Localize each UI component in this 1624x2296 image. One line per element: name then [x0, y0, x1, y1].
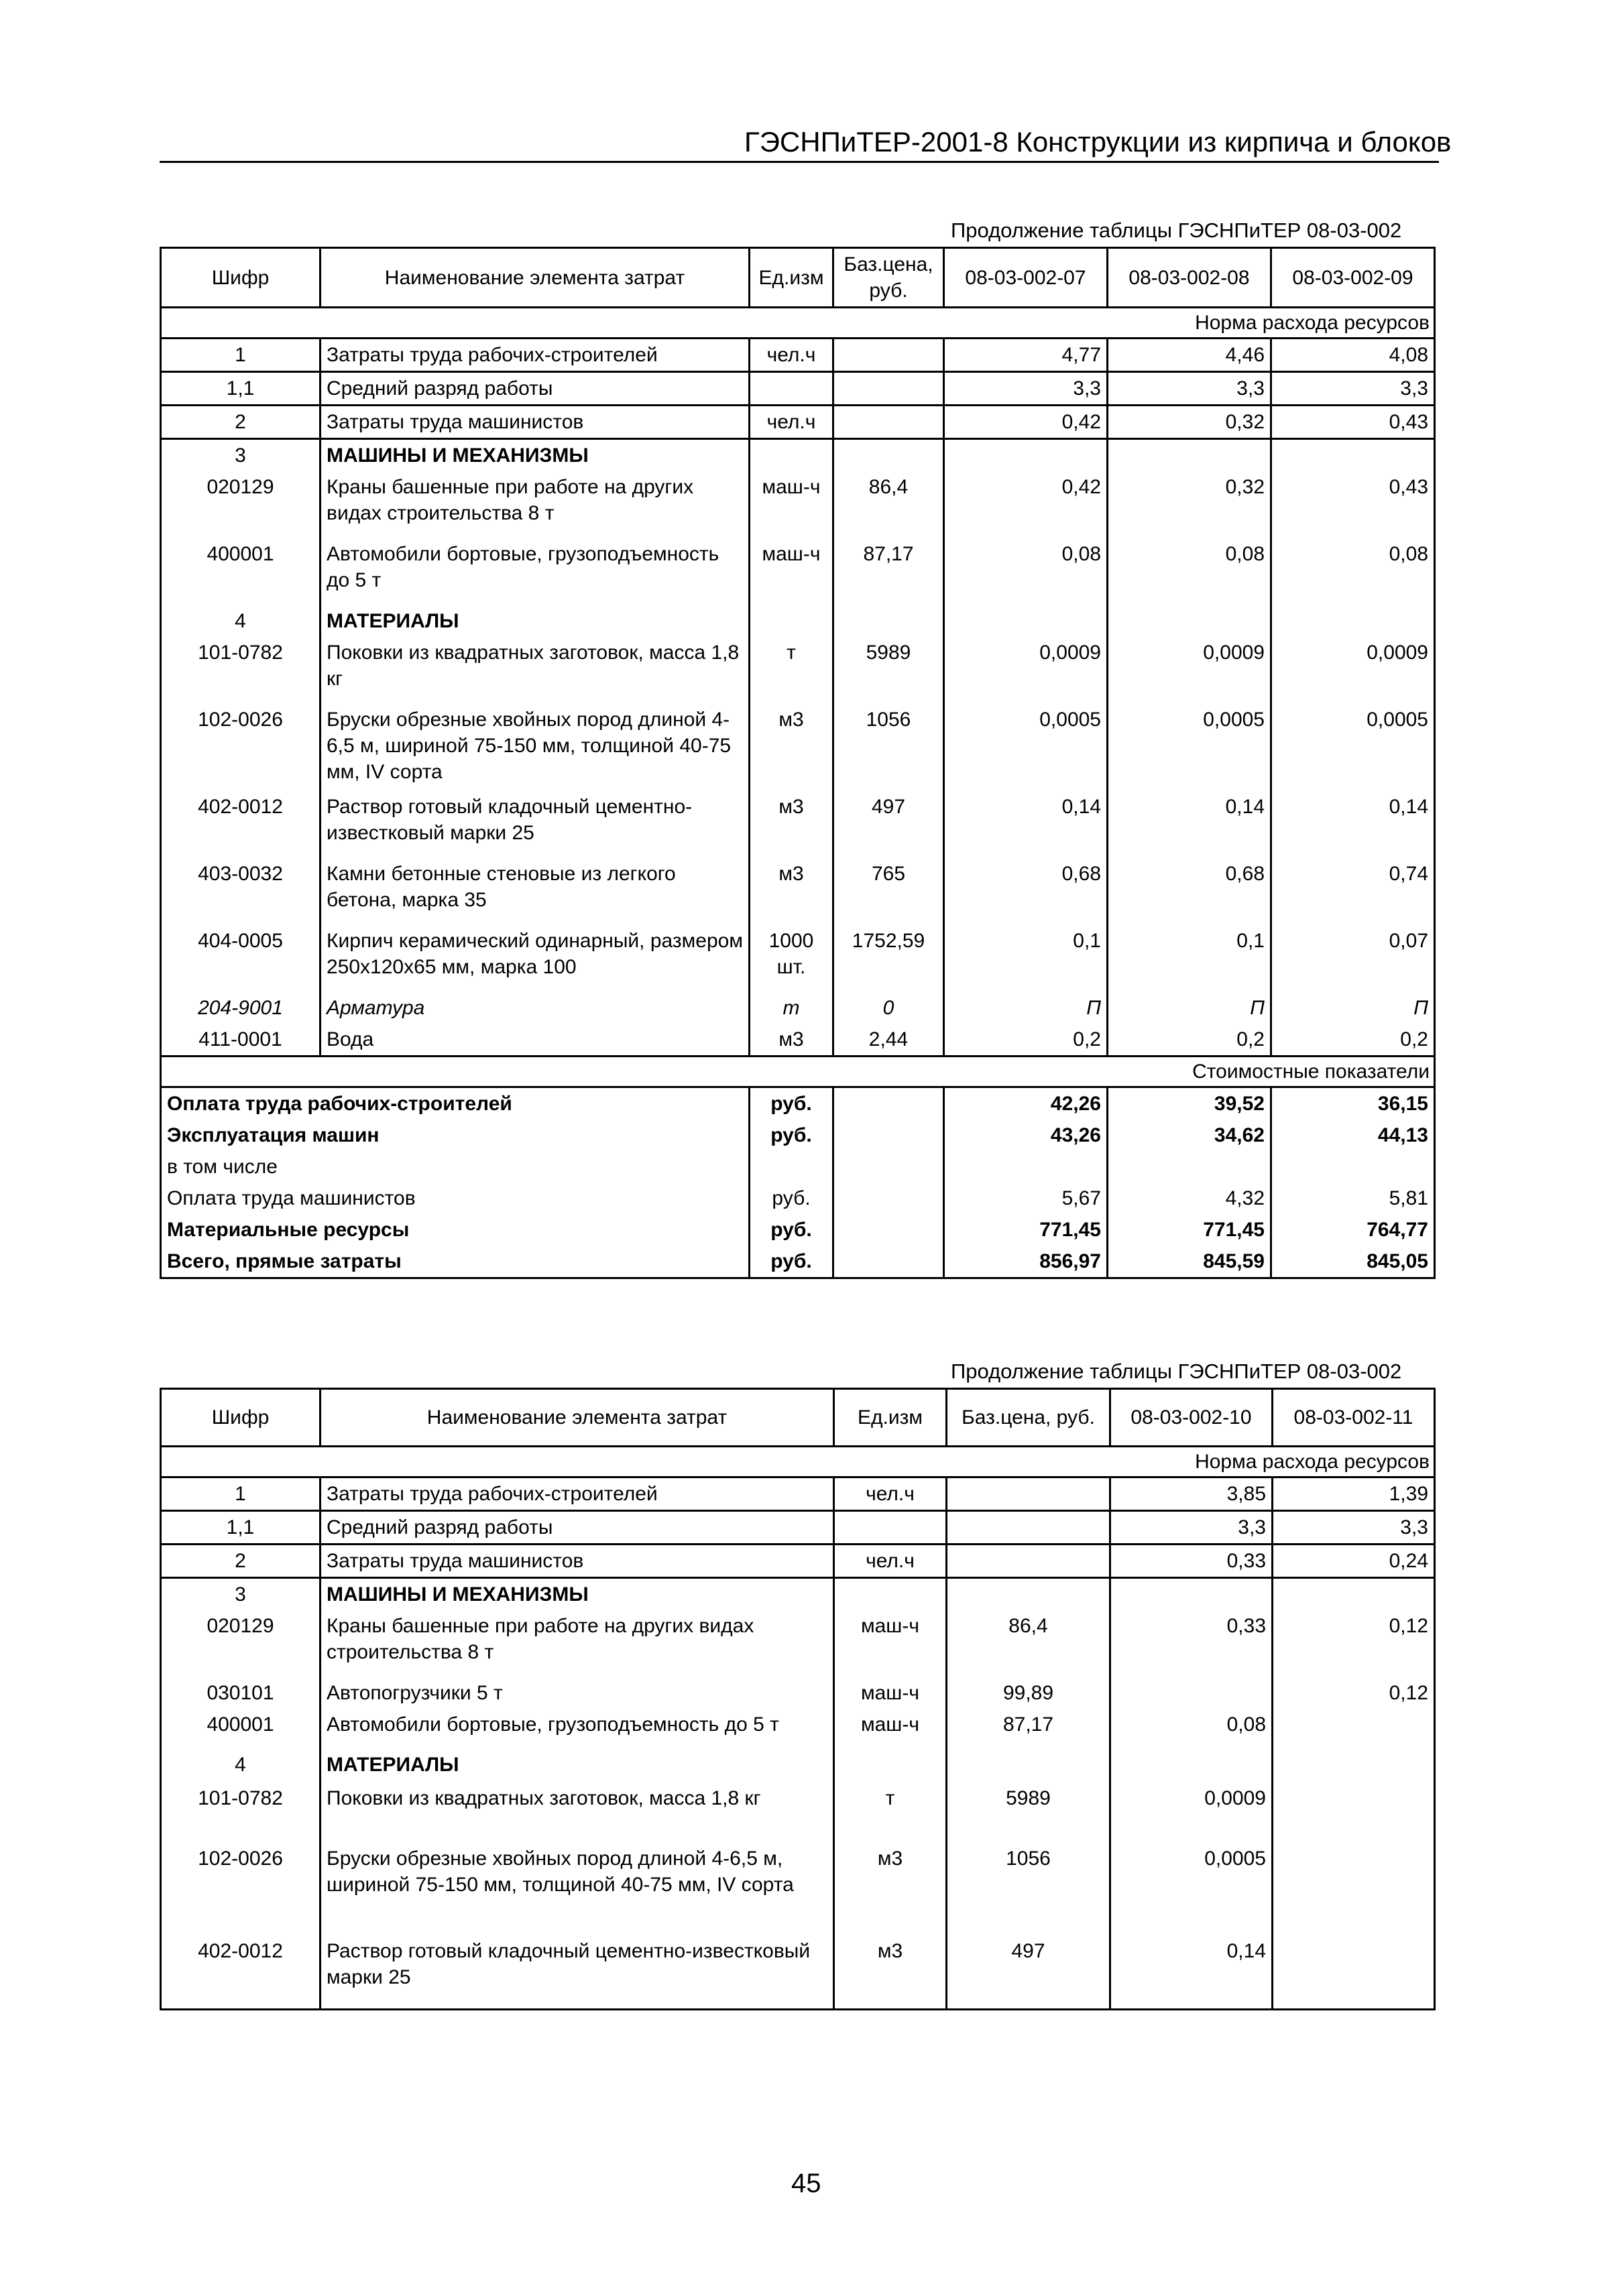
col-header-unit: Ед.изм [834, 1389, 947, 1447]
col-header-c3: 08-03-002-09 [1271, 248, 1435, 308]
resource-base-price: 5989 [833, 637, 944, 704]
resource-name: Затраты труда рабочих-строителей [321, 1477, 834, 1511]
totals-unit: руб. [750, 1246, 833, 1278]
norm-band-label: Норма расхода ресурсов [161, 308, 1435, 339]
resource-code: 4 [161, 1749, 321, 1783]
table-row [161, 1935, 1435, 2009]
resource-name: МАТЕРИАЛЫ [321, 605, 750, 637]
norm-value-c1: 3,85 [1110, 1477, 1273, 1511]
totals-label: в том числе [161, 1151, 750, 1183]
resource-code: 4 [161, 605, 321, 637]
resource-unit: м3 [834, 1843, 947, 1935]
totals-row [161, 1214, 1435, 1246]
resource-unit: чел.ч [834, 1477, 947, 1511]
resource-name: Раствор готовый кладочный цементно-известковый марки 25 [321, 1935, 834, 2009]
cost-value-c2: 34,62 [1108, 1120, 1271, 1151]
resource-name: Средний разряд работы [321, 372, 750, 406]
resource-base-price [947, 1545, 1110, 1578]
table2 [160, 1388, 1436, 2010]
norm-value-c1: 3,3 [1110, 1511, 1273, 1545]
resource-name: Бруски обрезные хвойных пород длиной 4-6,5 м, шириной 75-150 мм, толщиной 40-75 мм, IV сорта [321, 1843, 834, 1935]
resource-unit: чел.ч [834, 1545, 947, 1578]
resource-name: Раствор готовый кладочный цементно-известковый марки 25 [321, 791, 750, 858]
resource-base-price: 1752,59 [833, 925, 944, 992]
norm-value-c2 [1273, 1783, 1435, 1843]
resource-base-price: 497 [947, 1935, 1110, 2009]
table-row [161, 1511, 1435, 1545]
totals-unit [750, 1151, 833, 1183]
totals-row [161, 1183, 1435, 1214]
resource-code: 403-0032 [161, 858, 321, 925]
resource-name: Краны башенные при работе на других видах строительства 8 т [321, 1610, 834, 1677]
norm-value-c2: 0,0005 [1108, 704, 1271, 791]
resource-base-price: 86,4 [833, 471, 944, 538]
resource-name: МАТЕРИАЛЫ [321, 1749, 834, 1783]
resource-base-price: 2,44 [833, 1024, 944, 1056]
norm-value-c2: 0,12 [1273, 1677, 1435, 1709]
cost-value-c1 [944, 1151, 1108, 1183]
empty-cell [833, 1151, 944, 1183]
resource-code: 402-0012 [161, 791, 321, 858]
resource-name: Камни бетонные стеновые из легкого бетона, марка 35 [321, 858, 750, 925]
norm-value-c3: 0,2 [1271, 1024, 1435, 1056]
resource-base-price: 1056 [947, 1843, 1110, 1935]
totals-unit: руб. [750, 1087, 833, 1120]
table-row [161, 1477, 1435, 1511]
totals-unit: руб. [750, 1183, 833, 1214]
resource-name: Затраты труда машинистов [321, 406, 750, 439]
resource-name: Бруски обрезные хвойных пород длиной 4-6,5 м, шириной 75-150 мм, толщиной 40-75 мм, IV сорта [321, 704, 750, 791]
resource-unit: т [834, 1783, 947, 1843]
resource-unit [750, 372, 833, 406]
resource-code: 400001 [161, 538, 321, 605]
resource-base-price [833, 406, 944, 439]
norm-value-c2 [1273, 1843, 1435, 1935]
resource-base-price: 5989 [947, 1783, 1110, 1843]
resource-code: 030101 [161, 1677, 321, 1709]
norm-value-c3: 0,07 [1271, 925, 1435, 992]
table-row [161, 1749, 1435, 1783]
table-row [161, 339, 1435, 372]
norm-value-c3: 3,3 [1271, 372, 1435, 406]
norm-value-c2: П [1108, 992, 1271, 1024]
col-header-c1: 08-03-002-10 [1110, 1389, 1273, 1447]
norm-value-c2: 3,3 [1273, 1511, 1435, 1545]
norm-value-c1: 3,3 [944, 372, 1108, 406]
norm-value-c2 [1273, 1935, 1435, 2009]
col-header-name: Наименование элемента затрат [321, 1389, 834, 1447]
resource-code: 1 [161, 1477, 321, 1511]
resource-unit [750, 439, 833, 472]
cost-value-c3: 5,81 [1271, 1183, 1435, 1214]
cost-value-c3: 36,15 [1271, 1087, 1435, 1120]
norm-value-c1: 0,42 [944, 406, 1108, 439]
resource-unit [834, 1749, 947, 1783]
norm-value-c1: 4,77 [944, 339, 1108, 372]
col-header-unit: Ед.изм [750, 248, 833, 308]
table-row [161, 858, 1435, 925]
resource-name: Поковки из квадратных заготовок, масса 1,8 кг [321, 1783, 834, 1843]
table-row [161, 704, 1435, 791]
resource-code: 1,1 [161, 1511, 321, 1545]
cost-value-c1: 5,67 [944, 1183, 1108, 1214]
resource-code: 101-0782 [161, 637, 321, 704]
cost-value-c2: 4,32 [1108, 1183, 1271, 1214]
table1-caption: Продолжение таблицы ГЭСНПиТЕР 08-03-002 [951, 219, 1402, 242]
resource-unit: маш-ч [834, 1677, 947, 1709]
norm-value-c3: 0,08 [1271, 538, 1435, 605]
norm-value-c1: 0,33 [1110, 1545, 1273, 1578]
norm-value-c2: 0,14 [1108, 791, 1271, 858]
resource-base-price [833, 339, 944, 372]
norm-value-c2: 0,68 [1108, 858, 1271, 925]
cost-value-c3: 845,05 [1271, 1246, 1435, 1278]
resource-code: 411-0001 [161, 1024, 321, 1056]
norm-value-c3: 0,0005 [1271, 704, 1435, 791]
cost-value-c2: 845,59 [1108, 1246, 1271, 1278]
totals-row [161, 1151, 1435, 1183]
col-header-c2: 08-03-002-11 [1273, 1389, 1435, 1447]
norm-value-c1 [944, 605, 1108, 637]
norm-value-c2: 1,39 [1273, 1477, 1435, 1511]
norm-value-c3 [1271, 605, 1435, 637]
resource-code: 204-9001 [161, 992, 321, 1024]
resource-unit: м3 [834, 1935, 947, 2009]
norm-value-c3: 0,0009 [1271, 637, 1435, 704]
resource-code: 402-0012 [161, 1935, 321, 2009]
totals-label: Оплата труда рабочих-строителей [161, 1087, 750, 1120]
page-number: 45 [791, 2169, 821, 2198]
resource-name: Средний разряд работы [321, 1511, 834, 1545]
resource-unit: м3 [750, 704, 833, 791]
resource-base-price [947, 1749, 1110, 1783]
table-row [161, 372, 1435, 406]
resource-unit: м3 [750, 858, 833, 925]
page-header-title: ГЭСНПиТЕР-2001-8 Конструкции из кирпича и блоков [744, 126, 1452, 158]
totals-label: Оплата труда машинистов [161, 1183, 750, 1214]
cost-value-c3: 44,13 [1271, 1120, 1435, 1151]
resource-base-price: 1056 [833, 704, 944, 791]
resource-base-price: 86,4 [947, 1610, 1110, 1677]
empty-cell [833, 1214, 944, 1246]
norm-value-c2: 4,46 [1108, 339, 1271, 372]
col-header-price: Баз.цена, руб. [947, 1389, 1110, 1447]
resource-code: 1 [161, 339, 321, 372]
col-header-price: Баз.цена, руб. [833, 248, 944, 308]
resource-base-price [947, 1477, 1110, 1511]
resource-base-price [947, 1511, 1110, 1545]
resource-unit: чел.ч [750, 339, 833, 372]
resource-base-price: 87,17 [947, 1709, 1110, 1749]
resource-name: Вода [321, 1024, 750, 1056]
norm-value-c2: 0,0009 [1108, 637, 1271, 704]
resource-base-price: 99,89 [947, 1677, 1110, 1709]
norm-value-c3 [1271, 439, 1435, 472]
norm-value-c2: 0,32 [1108, 471, 1271, 538]
resource-base-price: 0 [833, 992, 944, 1024]
table-row [161, 1843, 1435, 1935]
totals-label: Эксплуатация машин [161, 1120, 750, 1151]
table-row [161, 538, 1435, 605]
resource-code: 020129 [161, 471, 321, 538]
norm-value-c3: П [1271, 992, 1435, 1024]
norm-value-c1: 0,0005 [1110, 1843, 1273, 1935]
norm-value-c1 [1110, 1578, 1273, 1611]
norm-value-c1: 0,33 [1110, 1610, 1273, 1677]
totals-row [161, 1120, 1435, 1151]
cost-value-c1: 856,97 [944, 1246, 1108, 1278]
resource-code: 1,1 [161, 372, 321, 406]
empty-cell [833, 1183, 944, 1214]
resource-unit: маш-ч [750, 471, 833, 538]
norm-value-c1: П [944, 992, 1108, 1024]
norm-value-c2: 0,08 [1108, 538, 1271, 605]
norm-value-c1: 0,08 [1110, 1709, 1273, 1749]
cost-value-c1: 771,45 [944, 1214, 1108, 1246]
totals-row [161, 1246, 1435, 1278]
table-row [161, 925, 1435, 992]
resource-name: Арматура [321, 992, 750, 1024]
resource-code: 020129 [161, 1610, 321, 1677]
col-header-code: Шифр [161, 248, 321, 308]
norm-value-c3: 0,14 [1271, 791, 1435, 858]
norm-value-c1: 0,14 [1110, 1935, 1273, 2009]
table-row [161, 406, 1435, 439]
resource-base-price: 497 [833, 791, 944, 858]
resource-name: Затраты труда рабочих-строителей [321, 339, 750, 372]
resource-name: Кирпич керамический одинарный, размером 250х120х65 мм, марка 100 [321, 925, 750, 992]
table-row [161, 637, 1435, 704]
table-row [161, 992, 1435, 1024]
resource-code: 2 [161, 406, 321, 439]
norm-value-c1: 0,1 [944, 925, 1108, 992]
resource-unit: т [750, 637, 833, 704]
table1 [160, 247, 1436, 1279]
norm-value-c3: 0,43 [1271, 406, 1435, 439]
resource-base-price [833, 372, 944, 406]
resource-code: 102-0026 [161, 704, 321, 791]
resource-code: 400001 [161, 1709, 321, 1749]
norm-value-c2: 3,3 [1108, 372, 1271, 406]
col-header-c2: 08-03-002-08 [1108, 248, 1271, 308]
norm-value-c1 [1110, 1677, 1273, 1709]
norm-value-c2: 0,12 [1273, 1610, 1435, 1677]
table-row [161, 791, 1435, 858]
empty-cell [833, 1087, 944, 1120]
norm-band-label: Норма расхода ресурсов [161, 1447, 1435, 1477]
cost-band-label: Стоимостные показатели [161, 1056, 1435, 1087]
norm-value-c2 [1273, 1749, 1435, 1783]
norm-value-c1 [944, 439, 1108, 472]
resource-name: МАШИНЫ И МЕХАНИЗМЫ [321, 439, 750, 472]
resource-unit: 1000 шт. [750, 925, 833, 992]
resource-name: МАШИНЫ И МЕХАНИЗМЫ [321, 1578, 834, 1611]
resource-code: 3 [161, 1578, 321, 1611]
norm-value-c2 [1273, 1709, 1435, 1749]
resource-unit: чел.ч [750, 406, 833, 439]
totals-label: Материальные ресурсы [161, 1214, 750, 1246]
col-header-c1: 08-03-002-07 [944, 248, 1108, 308]
cost-value-c3 [1271, 1151, 1435, 1183]
resource-name: Автомобили бортовые, грузоподъемность до 5 т [321, 1709, 834, 1749]
resource-unit: м3 [750, 791, 833, 858]
norm-value-c2: 0,32 [1108, 406, 1271, 439]
norm-value-c2 [1273, 1578, 1435, 1611]
table-row [161, 1677, 1435, 1709]
resource-unit: маш-ч [834, 1610, 947, 1677]
table-row [161, 1709, 1435, 1749]
resource-base-price [947, 1578, 1110, 1611]
totals-unit: руб. [750, 1120, 833, 1151]
resource-unit [834, 1511, 947, 1545]
col-header-name: Наименование элемента затрат [321, 248, 750, 308]
resource-code: 3 [161, 439, 321, 472]
resource-base-price [833, 605, 944, 637]
table2-caption: Продолжение таблицы ГЭСНПиТЕР 08-03-002 [951, 1360, 1402, 1383]
cost-value-c2: 771,45 [1108, 1214, 1271, 1246]
resource-unit: т [750, 992, 833, 1024]
table-row [161, 471, 1435, 538]
header-rule [160, 161, 1439, 163]
resource-code: 404-0005 [161, 925, 321, 992]
resource-base-price: 87,17 [833, 538, 944, 605]
table2-header-row [161, 1389, 1435, 1447]
table-row [161, 1578, 1435, 1611]
norm-value-c3: 0,43 [1271, 471, 1435, 538]
totals-unit: руб. [750, 1214, 833, 1246]
table-row [161, 1610, 1435, 1677]
norm-value-c1: 0,0009 [944, 637, 1108, 704]
norm-value-c1: 0,08 [944, 538, 1108, 605]
norm-value-c1: 0,0009 [1110, 1783, 1273, 1843]
cost-value-c3: 764,77 [1271, 1214, 1435, 1246]
norm-value-c1: 0,2 [944, 1024, 1108, 1056]
resource-unit: м3 [750, 1024, 833, 1056]
empty-cell [833, 1120, 944, 1151]
table-row [161, 605, 1435, 637]
norm-value-c2: 0,2 [1108, 1024, 1271, 1056]
norm-value-c2: 0,24 [1273, 1545, 1435, 1578]
table1-header-row [161, 248, 1435, 308]
resource-name: Затраты труда машинистов [321, 1545, 834, 1578]
resource-unit [834, 1578, 947, 1611]
cost-value-c2 [1108, 1151, 1271, 1183]
resource-unit: маш-ч [750, 538, 833, 605]
resource-base-price: 765 [833, 858, 944, 925]
resource-unit [750, 605, 833, 637]
resource-name: Краны башенные при работе на других видах строительства 8 т [321, 471, 750, 538]
resource-code: 102-0026 [161, 1843, 321, 1935]
norm-value-c1 [1110, 1749, 1273, 1783]
resource-code: 2 [161, 1545, 321, 1578]
table-row [161, 1545, 1435, 1578]
norm-value-c1: 0,42 [944, 471, 1108, 538]
resource-base-price [833, 439, 944, 472]
col-header-code: Шифр [161, 1389, 321, 1447]
resource-name: Поковки из квадратных заготовок, масса 1,8 кг [321, 637, 750, 704]
resource-name: Автомобили бортовые, грузоподъемность до 5 т [321, 538, 750, 605]
resource-name: Автопогрузчики 5 т [321, 1677, 834, 1709]
table-row [161, 1024, 1435, 1056]
norm-value-c2 [1108, 439, 1271, 472]
norm-value-c1: 0,14 [944, 791, 1108, 858]
norm-value-c3: 0,74 [1271, 858, 1435, 925]
norm-value-c2: 0,1 [1108, 925, 1271, 992]
norm-value-c1: 0,0005 [944, 704, 1108, 791]
table-row [161, 1783, 1435, 1843]
totals-label: Всего, прямые затраты [161, 1246, 750, 1278]
cost-value-c1: 43,26 [944, 1120, 1108, 1151]
resource-unit: маш-ч [834, 1709, 947, 1749]
cost-value-c1: 42,26 [944, 1087, 1108, 1120]
resource-code: 101-0782 [161, 1783, 321, 1843]
totals-row [161, 1087, 1435, 1120]
norm-value-c3: 4,08 [1271, 339, 1435, 372]
table-row [161, 439, 1435, 472]
norm-value-c2 [1108, 605, 1271, 637]
cost-value-c2: 39,52 [1108, 1087, 1271, 1120]
empty-cell [833, 1246, 944, 1278]
norm-value-c1: 0,68 [944, 858, 1108, 925]
